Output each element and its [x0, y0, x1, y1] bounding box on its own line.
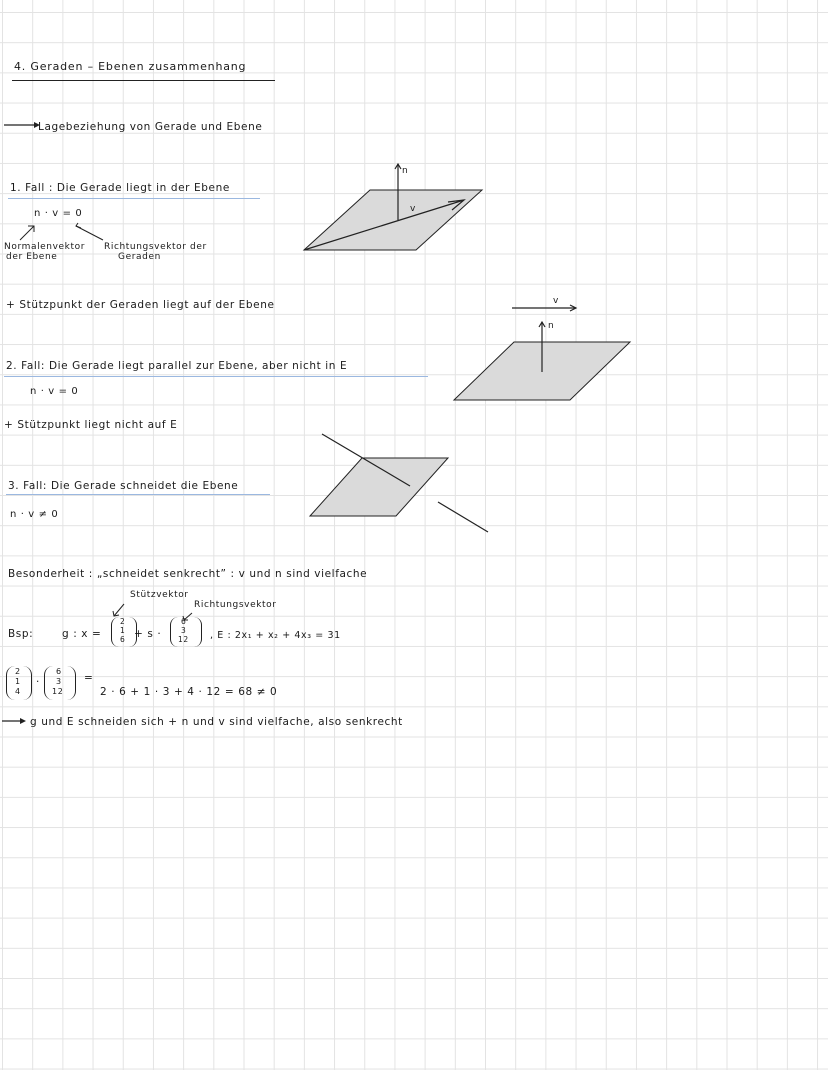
example-prefix: Bsp:	[8, 628, 34, 640]
support-vector-entry: 6	[120, 635, 126, 644]
direction-vector-entry: 12	[178, 635, 189, 644]
support-vector-entry: 1	[120, 626, 126, 635]
plane-equation: , E : 2x₁ + x₂ + 4x₃ = 31	[210, 630, 341, 641]
case1-title: 1. Fall : Die Gerade liegt in der Ebene	[10, 182, 230, 194]
special-heading: Besonderheit : „schneidet senkrecht” : v und n sind vielfache	[8, 568, 368, 580]
case1-formula: n · v = 0	[34, 208, 83, 219]
label-support-vector: Stützvektor	[130, 590, 189, 600]
direction-vector-entry: 3	[181, 626, 187, 635]
normal-vector	[6, 666, 32, 700]
label-direction-vector: Richtungsvektor	[194, 600, 277, 610]
conclusion: g und E schneiden sich + n und v sind vielfache, also senkrecht	[30, 716, 403, 728]
case2-formula: n · v = 0	[30, 386, 79, 397]
calculation: 2 · 6 + 1 · 3 + 4 · 12 = 68 ≠ 0	[100, 686, 278, 698]
case2-note: + Stützpunkt liegt nicht auf E	[4, 419, 178, 431]
subheading: Lagebeziehung von Gerade und Ebene	[38, 121, 263, 133]
dot-operator: ·	[36, 676, 40, 688]
line-plus-parameter: + s ·	[134, 628, 162, 640]
page-title: 4. Geraden – Ebenen zusammenhang	[14, 60, 247, 73]
label-normal-line2: der Ebene	[6, 252, 58, 262]
label-direction-line1: Richtungsvektor der	[104, 242, 207, 252]
line-equation-lhs: g : x =	[62, 628, 102, 640]
fig1-direction-label: v	[410, 204, 416, 214]
direction-dot-entry: 6	[56, 667, 62, 676]
case3-formula: n · v ≠ 0	[10, 509, 59, 520]
direction-dot-entry: 12	[52, 687, 64, 696]
case1-note: + Stützpunkt der Geraden liegt auf der Ebene	[6, 299, 275, 311]
normal-vector-entry: 4	[15, 687, 21, 696]
label-direction-line2: Geraden	[118, 252, 161, 262]
support-vector-entry: 2	[120, 617, 126, 626]
direction-vector	[170, 617, 202, 647]
direction-vector-dot	[44, 666, 76, 700]
fig2-normal-label: n	[548, 321, 555, 331]
direction-vector-entry: 6	[181, 617, 187, 626]
case2-title: 2. Fall: Die Gerade liegt parallel zur Ebene, aber nicht in E	[6, 360, 348, 372]
label-normal-line1: Normalenvektor	[4, 242, 86, 252]
direction-dot-entry: 3	[56, 677, 62, 686]
fig1-normal-label: n	[402, 166, 409, 176]
normal-vector-entry: 2	[15, 667, 21, 676]
normal-vector-entry: 1	[15, 677, 21, 686]
conclusion-arrow-icon	[2, 716, 26, 726]
fig2-direction-label: v	[553, 296, 559, 306]
calc-equals: =	[84, 672, 94, 684]
case3-title: 3. Fall: Die Gerade schneidet die Ebene	[8, 480, 239, 492]
